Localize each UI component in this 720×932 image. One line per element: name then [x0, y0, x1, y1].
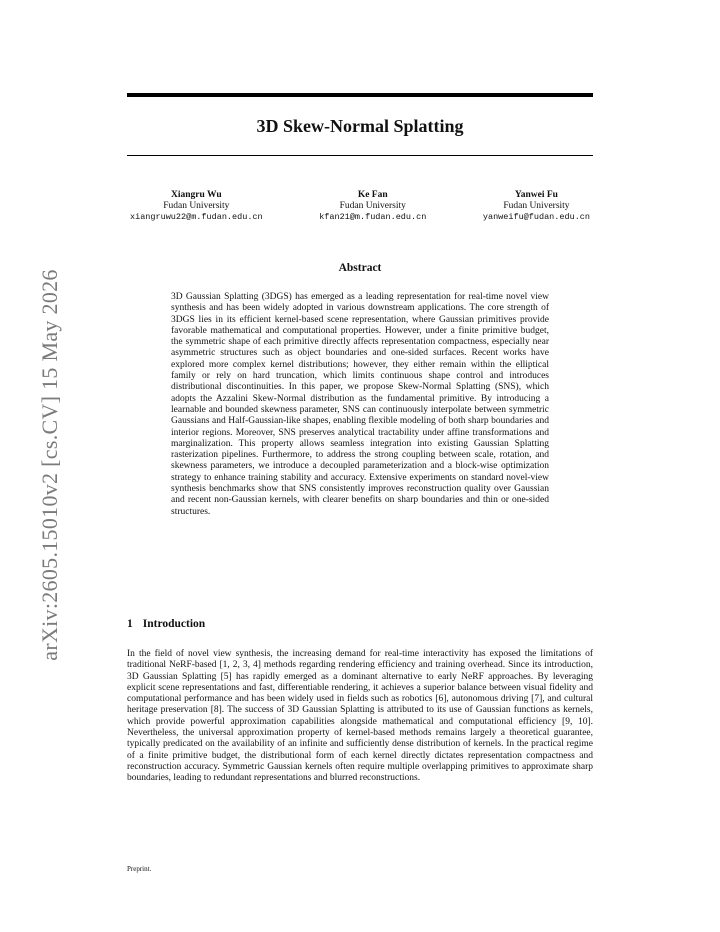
author-1: [130, 190, 263, 223]
author-email[interactable]: kfan21@m.fudan.edu.cn: [319, 212, 427, 222]
author-email[interactable]: yanweifu@fudan.edu.cn: [482, 212, 590, 222]
author-affiliation: Fudan University: [163, 201, 230, 211]
section-heading-introduction: [127, 618, 205, 630]
arxiv-identifier[interactable]: arXiv:2605.15010v2 [cs.CV] 15 May 2026: [37, 269, 62, 661]
preprint-footer: Preprint.: [127, 865, 152, 873]
title-rule-bottom: [127, 155, 593, 156]
author-affiliation: Fudan University: [503, 201, 570, 211]
author-3: [483, 190, 590, 223]
author-name: Ke Fan: [357, 190, 388, 200]
author-name: Xiangru Wu: [171, 190, 222, 200]
author-affiliation: Fudan University: [339, 201, 406, 211]
author-block: [130, 190, 590, 223]
section-number: 1: [127, 618, 133, 630]
paper-title: 3D Skew-Normal Splatting: [256, 116, 464, 136]
introduction-text: In the field of novel view synthesis, the increasing demand for real-time interactivity has exposed the limitations of traditional NeRF-based [1, 2, 3, 4] methods regarding rendering efficiency and training overhead. Since its introduction, 3D Gaussian Splatting [5] has rapidly emerged as a dominant alternative to early NeRF approaches. By leveraging explicit scene representations and fast, differentiable rendering, it achieves a superior balance between visual fidelity and computational performance and has been widely used in fields such as robotics [6], autonomous driving [7], and cultural heritage preservation [8]. The success of 3D Gaussian Splatting is attributed to its use of Gaussian functions as kernels, which provide powerful approximation capabilities alongside mathematical and computational efficiency [9, 10]. Nevertheless, the universal approximation property of kernel-based methods remains largely a theoretical guarantee, typically predicated on the availability of an infinite and sufficiently dense distribution of kernels. In the practical regime of a finite primitive budget, the distributional form of each kernel directly dictates representation compactness and reconstruction accuracy. Symmetric Gaussian kernels often require multiple overlapping primitives to approximate sharp boundaries, leading to redundant representations and blurred reconstructions.: [127, 649, 593, 784]
author-name: Yanwei Fu: [514, 190, 558, 200]
abstract-heading: Abstract: [338, 262, 382, 274]
title-rule-top: [127, 93, 593, 97]
author-2: [319, 190, 426, 223]
section-title: Introduction: [142, 618, 206, 630]
author-email[interactable]: xiangruwu22@m.fudan.edu.cn: [130, 212, 263, 222]
abstract-text: 3D Gaussian Splatting (3DGS) has emerged as a leading representation for real-time novel view synthesis and has been widely adopted in various downstream applications. The core strength of 3DGS lies in its efficient kernel-based scene representation, where Gaussian primitives provide favorable mathematical and computational properties. However, under a finite primitive budget, the symmetric shape of each primitive directly affects representation compactness, especially near asymmetric structures such as object boundaries and one-sided surfaces. Recent works have explored more complex kernel distributions; however, they either remain within the elliptical family or rely on hard truncation, which limits continuous shape control and introduces distributional discontinuities. In this paper, we propose Skew-Normal Splatting (SNS), which adopts the Azzalini Skew-Normal distribution as the fundamental primitive. By introducing a learnable and bounded skewness parameter, SNS can continuously interpolate between symmetric Gaussians and Half-Gaussian-like shapes, enabling flexible modeling of both sharp boundaries and interior regions. Moreover, SNS preserves analytical tractability under affine transformations and marginalization. This property allows seamless integration into existing Gaussian Splatting rasterization pipelines. Furthermore, to address the strong coupling between scale, rotation, and skewness parameters, we introduce a decoupled parameterization and a block-wise optimization strategy to enhance training stability and accuracy. Extensive experiments on standard novel-view synthesis benchmarks show that SNS consistently improves reconstruction quality over Gaussian and recent non-Gaussian kernels, with clearer benefits on sharp boundaries and thin or one-sided structures.: [171, 292, 549, 517]
